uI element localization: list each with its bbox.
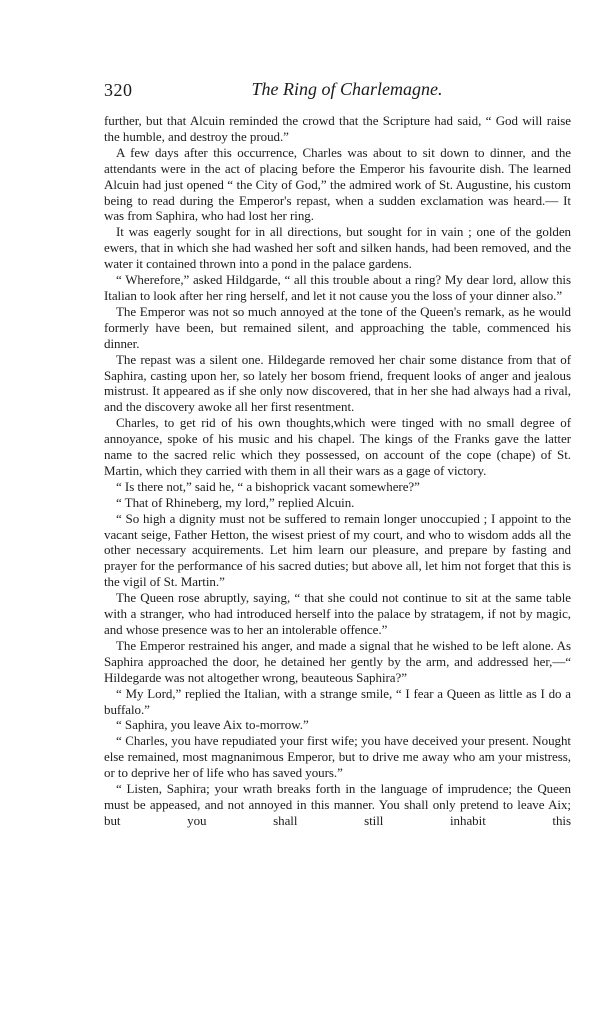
paragraph: “ So high a dignity must not be suffered to remain longer unoccupied ; I appoint to the vacant seige, Father Hetton, the wisest priest of my court, and who to wisdom adds all the other necessary acquirements. Let him learn our pleasure, and prepare by fasting and prayer for the performance of his sacred duties; but above all, let him not forget that this is the vigil of St. Martin.” [104,510,571,590]
page-number: 320 [104,80,133,100]
page-header [104,80,570,102]
paragraph: “ My Lord,” replied the Italian, with a strange smile, “ I fear a Queen as little as I do a buffalo.” [104,685,571,717]
paragraph: further, but that Alcuin reminded the crowd that the Scripture had said, “ God will raise the humble, and destroy the proud.” [104,113,571,144]
paragraph: The Emperor was not so much annoyed at the tone of the Queen's remark, as he would formerly have been, but remained silent, and approaching the table, commenced his dinner. [104,303,571,351]
paragraph: “ Saphira, you leave Aix to-morrow.” [116,717,309,733]
paragraph: The Queen rose abruptly, saying, “ that she could not continue to sit at the same table with a stranger, who had introduced herself into the palace by stratagem, if not by magic, and whose presence was to her an intolerable offence.” [104,590,571,637]
paragraph: The Emperor restrained his anger, and made a signal that he wished to be left alone. As Saphira approached the door, he detained her gently by the arm, and addressed her,—“ Hildegarde was not altogether wrong, beauteous Saphira?” [104,637,571,685]
paragraph: “ Listen, Saphira; your wrath breaks forth in the language of imprudence; the Queen must be appeased, and not annoyed in this manner. You shall only pretend to leave Aix; but you shall still inhabit this [104,781,571,828]
paragraph: It was eagerly sought for in all directions, but sought for in vain ; one of the golden ewers, that in which she had washed her soft and silken hands, had been removed, and the water it contained thrown into a pond in the palace gardens. [104,224,571,272]
paragraph: “ That of Rhineberg, my lord,” replied Alcuin. [116,494,355,510]
paragraph: The repast was a silent one. Hildegarde removed her chair some distance from that of Saphira, casting upon her, so lately her bosom friend, frequent looks of anger and jealous mistrust. It appeared as if she only now discovered, that in her she had always had a rival, and the discovery awoke all her first resentment. [104,351,571,415]
body-text [104,113,571,829]
paragraph: A few days after this occurrence, Charles was about to sit down to dinner, and the attendants were in the act of placing before the Emperor his favourite dish. The learned Alcuin had just opened “ the City of God,” the admired work of St. Augustine, his custom being to read during the Emperor's repast, when a sudden exclamation was heard.— It was from Saphira, who had lost her ring. [104,144,571,224]
paragraph: “ Charles, you have repudiated your first wife; you have deceived your present. Nought else remained, most magnanimous Emperor, but to drive me away who am your mistress, or to deprive her of life who has saved yours.” [104,733,571,781]
paragraph: “ Wherefore,” asked Hildgarde, “ all this trouble about a ring? My dear lord, allow this Italian to look after her ring herself, and let it not cause you the loss of your dinner also.” [104,272,571,303]
running-title: The Ring of Charlemagne. [251,79,443,99]
paragraph: Charles, to get rid of his own thoughts,which were tinged with no small degree of annoyance, spoke of his music and his chapel. The kings of the Franks gave the latter name to the sacred relic which they possessed, on account of the cope (chape) of St. Martin, which they carried with them in all their wars as a gage of victory. [104,415,571,478]
paragraph: “ Is there not,” said he, “ a bishoprick vacant somewhere?” [116,478,420,494]
